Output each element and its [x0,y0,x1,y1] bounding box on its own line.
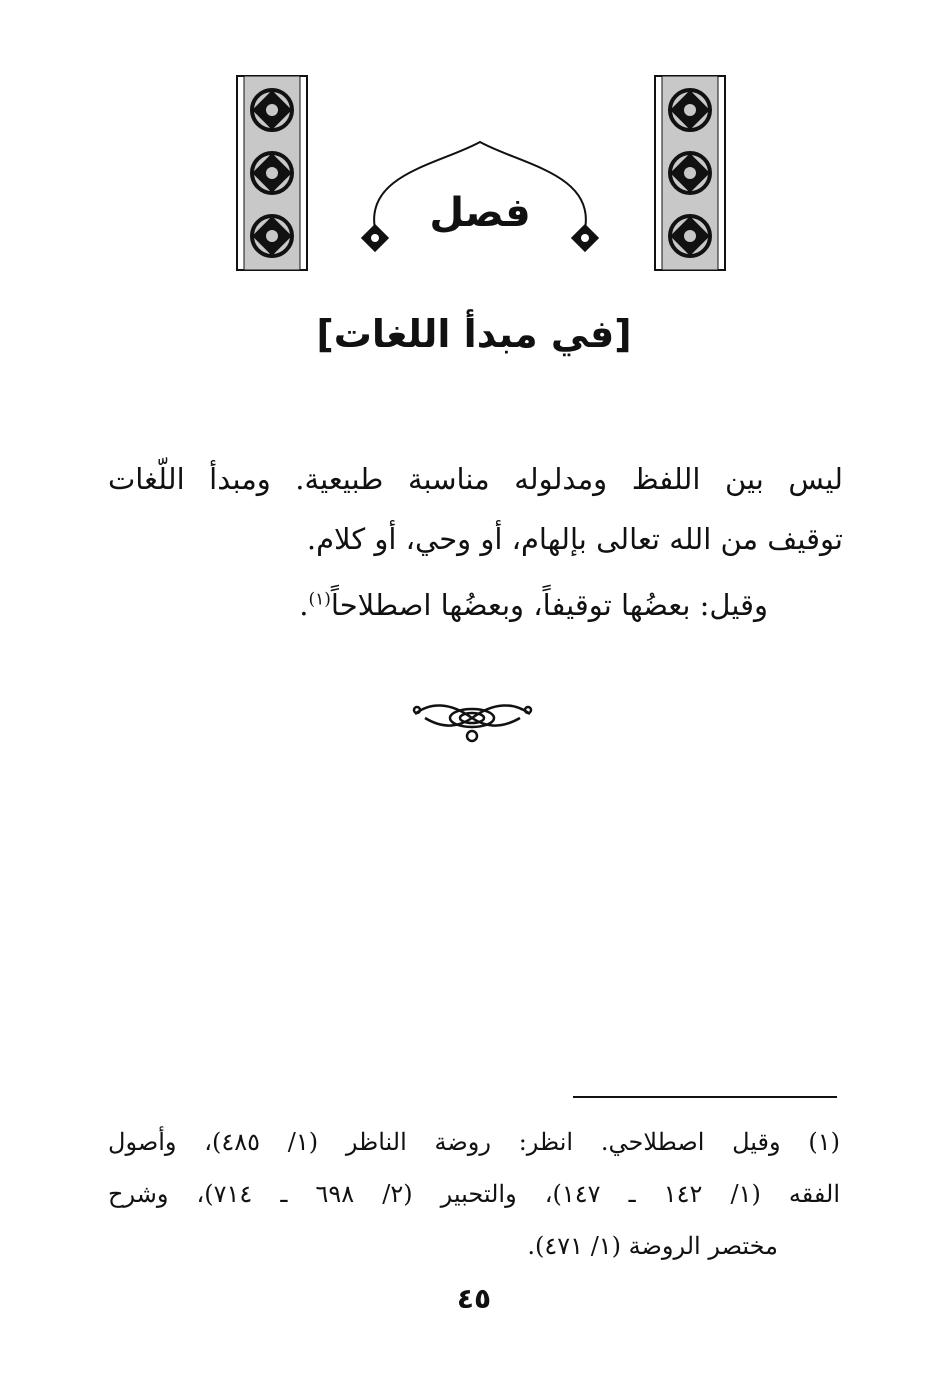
chapter-header-ornament [230,72,730,276]
footnote-separator [573,1096,837,1098]
ornamental-band-left [236,72,308,272]
footnote-line-2: الفقه (١/ ١٤٢ ـ ١٤٧)، والتحبير (٢/ ٦٩٨ ـ ٧١٤)، وشرح [108,1180,841,1208]
section-divider-ornament [405,696,540,756]
footnote-line-1: (١) وقيل اصطلاحي. انظر: روضة الناظر (١/ ٤٨٥)، وأصول [108,1128,840,1156]
body-line-1: ليس بين اللفظ ومدلوله مناسبة طبيعية. ومبدأ اللّغات [108,462,843,496]
footnote-line-3: مختصر الروضة (١/ ٤٧١). [527,1232,778,1260]
body-line-3-text: وقيل: بعضُها توقيفاً، وبعضُها اصطلاحاً [330,588,768,622]
page-number: ٤٥ [456,1282,492,1315]
body-line-3-end: . [299,588,309,622]
body-line-3 [299,588,768,622]
ornamental-band-right [654,72,726,272]
chapter-title: [في مبدأ اللغات] [316,312,632,356]
footnote-marker[interactable]: (١) [308,589,331,610]
section-label: فصل [429,190,531,236]
body-line-2: توقيف من الله تعالى بإلهام، أو وحي، أو كلام. [306,522,843,556]
